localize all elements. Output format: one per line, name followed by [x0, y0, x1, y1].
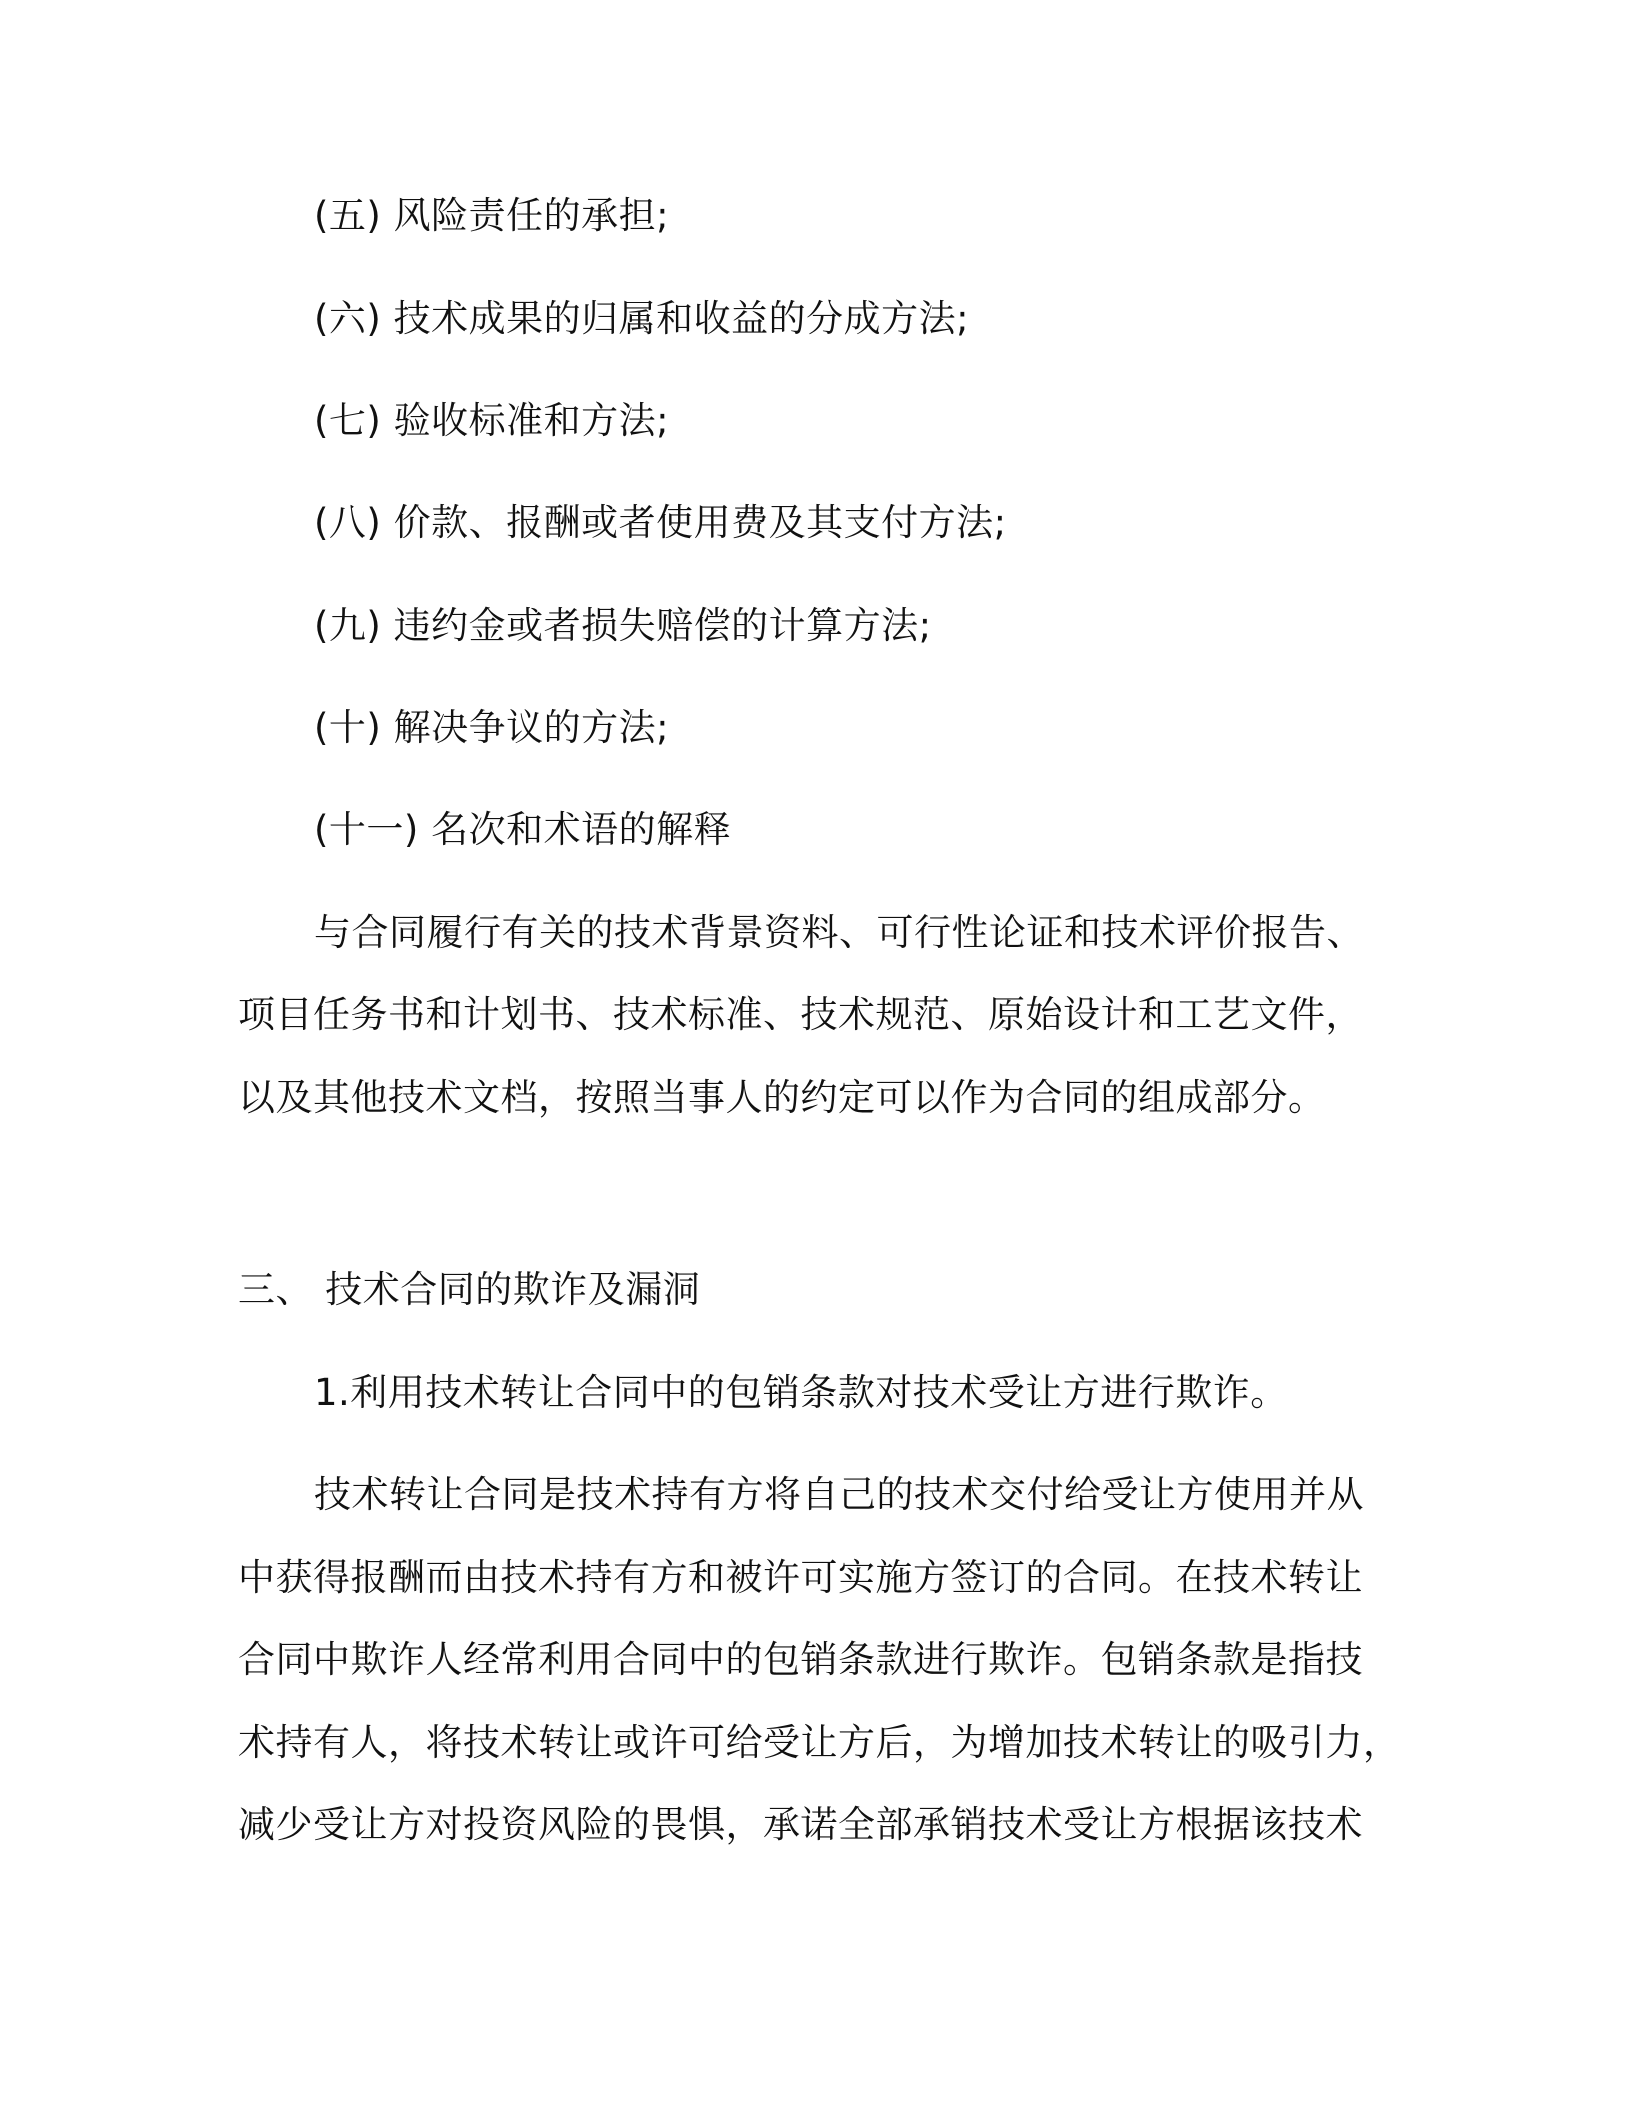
list-item: (九) 违约金或者损失赔偿的计算方法;	[314, 604, 932, 647]
paragraph-line: 与合同履行有关的技术背景资料、可行性论证和技术评价报告、	[314, 911, 1364, 954]
paragraph-line: 合同中欺诈人经常利用合同中的包销条款进行欺诈。包销条款是指技	[238, 1638, 1363, 1681]
list-item: (十一) 名次和术语的解释	[314, 808, 732, 851]
paragraph-line: 项目任务书和计划书、技术标准、技术规范、原始设计和工艺文件，	[238, 993, 1363, 1036]
list-item: (五) 风险责任的承担;	[314, 194, 670, 237]
paragraph-line: 技术转让合同是技术持有方将自己的技术交付给受让方使用并从	[314, 1473, 1364, 1516]
paragraph-line: 术持有人，将技术转让或许可给受让方后，为增加技术转让的吸引力，	[238, 1721, 1401, 1764]
subheading: 1.利用技术转让合同中的包销条款对技术受让方进行欺诈。	[314, 1371, 1288, 1414]
paragraph-line: 以及其他技术文档，按照当事人的约定可以作为合同的组成部分。	[238, 1076, 1326, 1119]
list-item: (八) 价款、报酬或者使用费及其支付方法;	[314, 501, 1007, 544]
section-heading: 三、 技术合同的欺诈及漏洞	[238, 1268, 701, 1311]
paragraph-line: 中获得报酬而由技术持有方和被许可实施方签订的合同。在技术转让	[238, 1556, 1363, 1599]
list-item: (六) 技术成果的归属和收益的分成方法;	[314, 297, 970, 340]
list-item: (十) 解决争议的方法;	[314, 706, 670, 749]
list-item: (七) 验收标准和方法;	[314, 399, 670, 442]
paragraph-line: 减少受让方对投资风险的畏惧，承诺全部承销技术受让方根据该技术	[238, 1803, 1363, 1846]
